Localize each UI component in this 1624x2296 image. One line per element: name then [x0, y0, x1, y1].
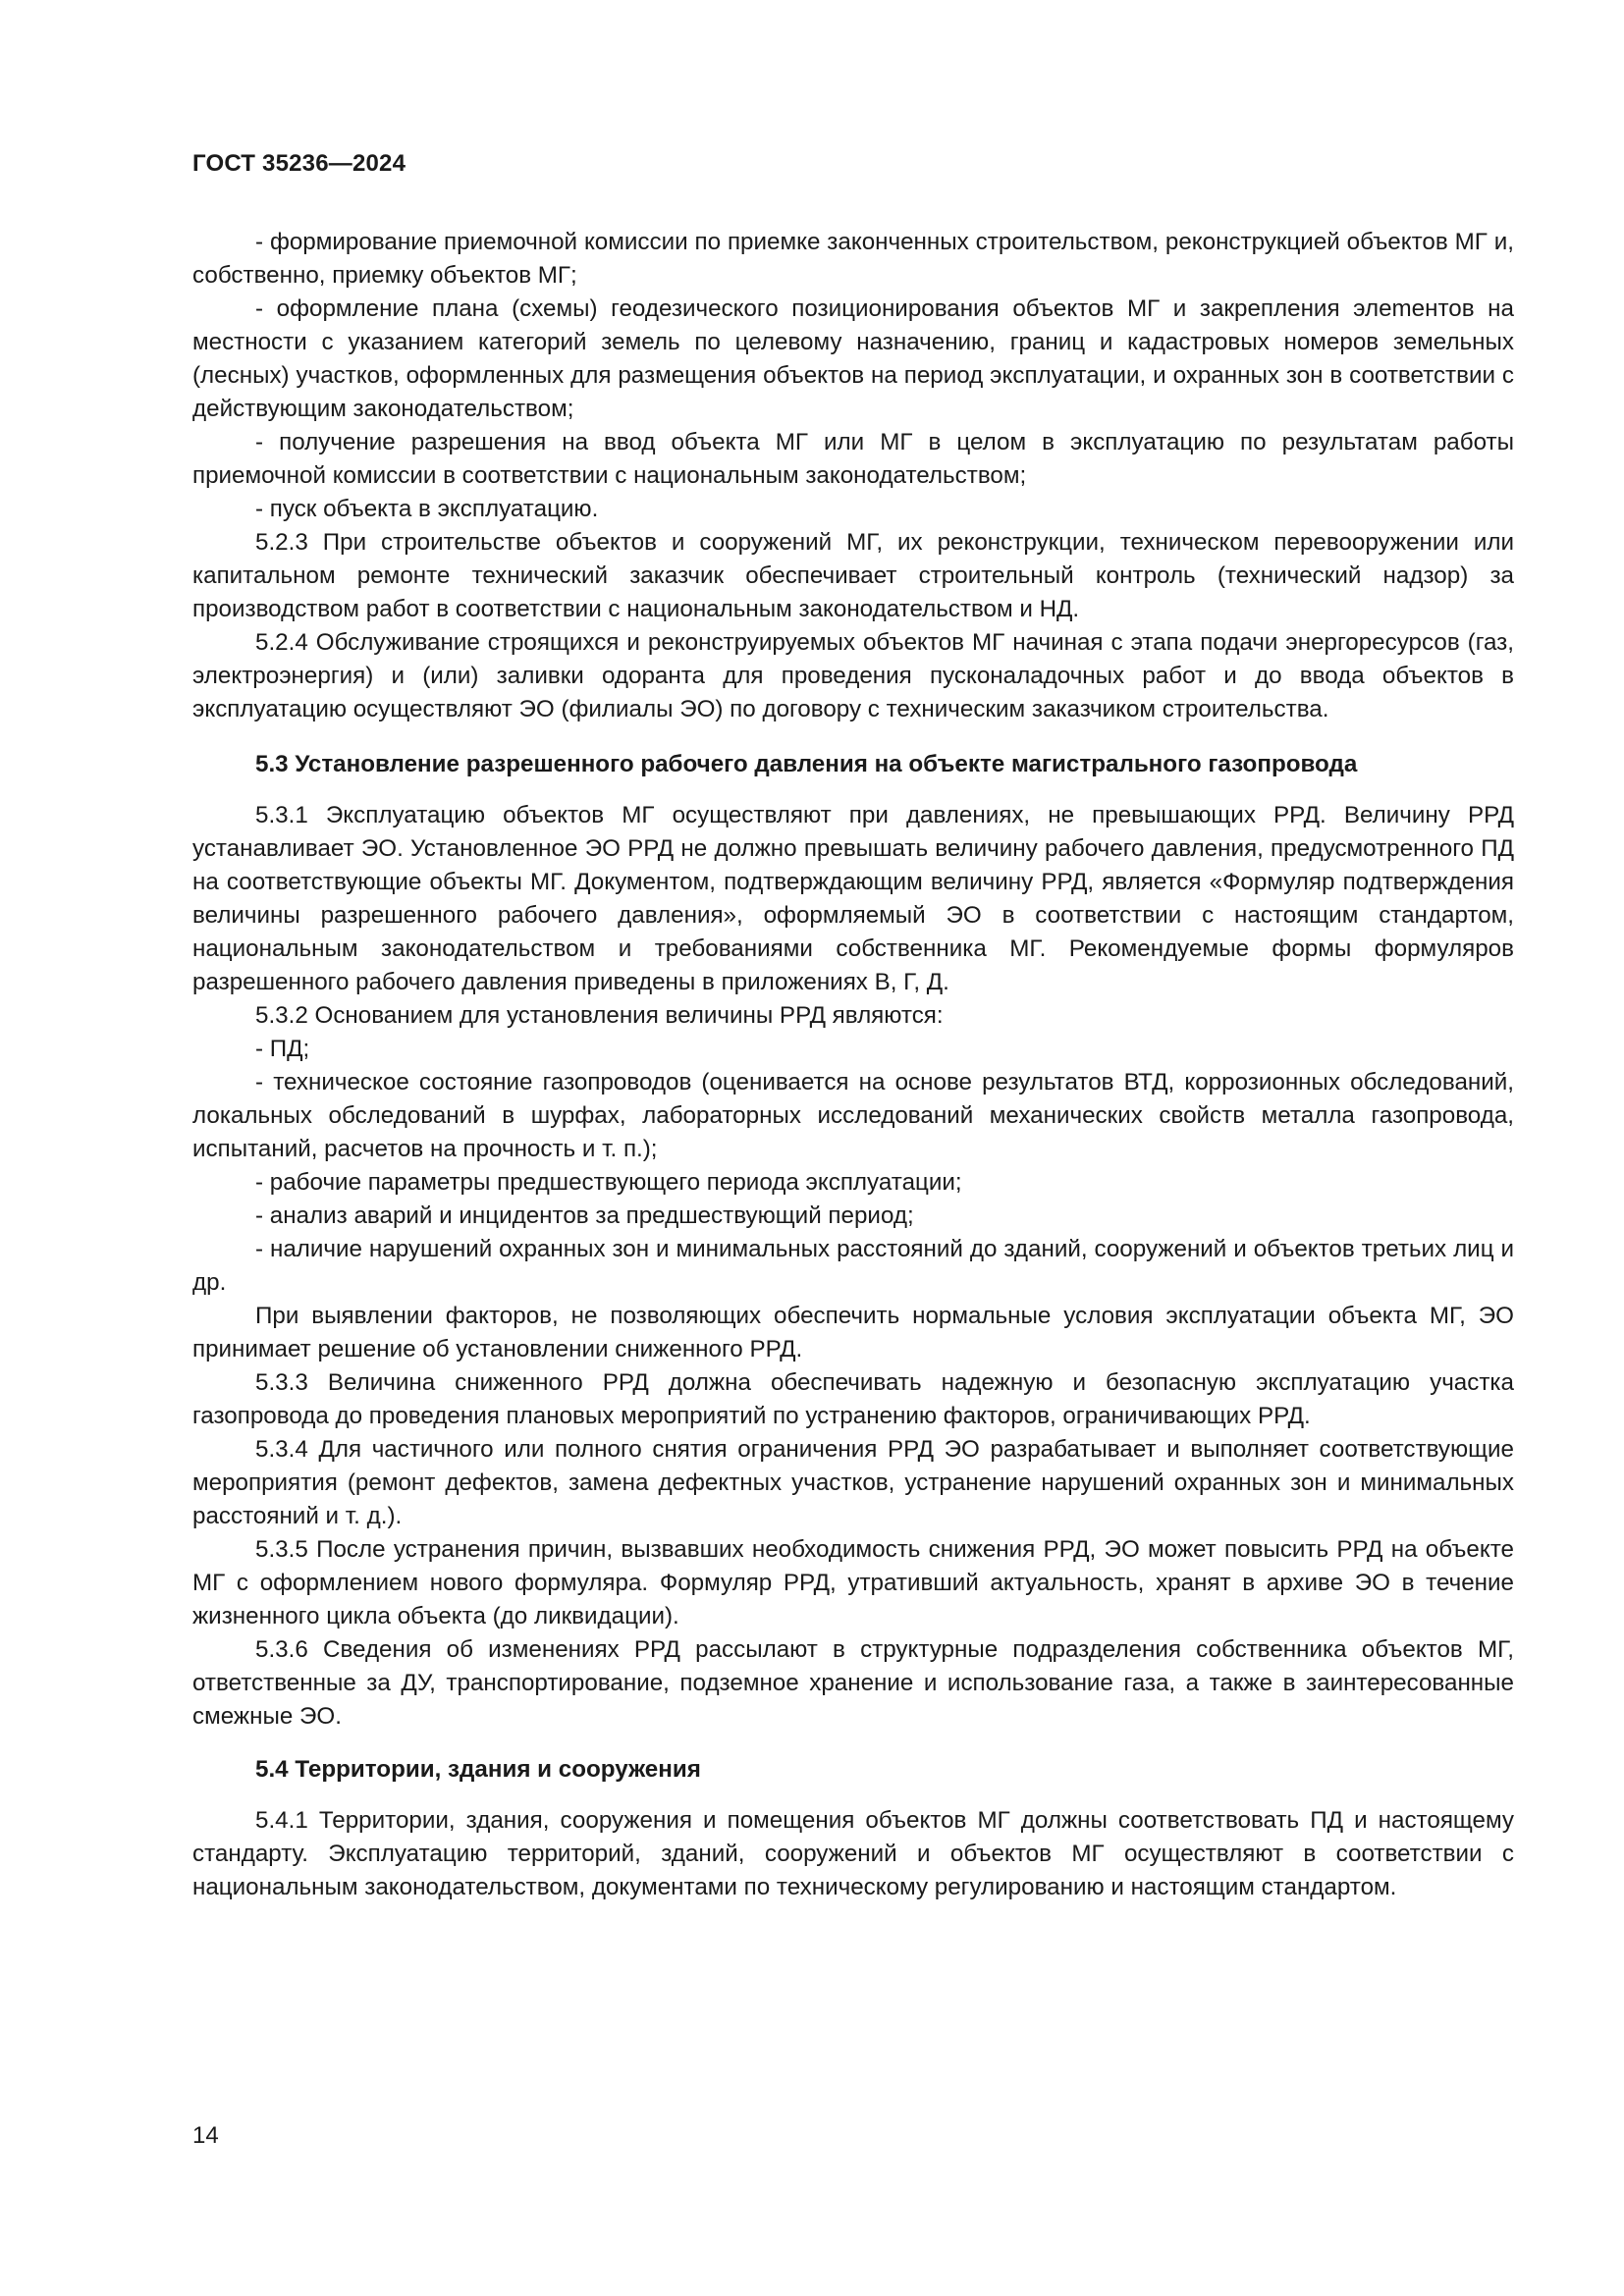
list-item: - рабочие параметры предшествующего периода эксплуатации;: [255, 1169, 962, 1196]
paragraph-5-2-3: 5.2.3 При строительстве объектов и сооружений МГ, их реконструкции, техническом перевооружении или капитальном ремонте технический заказчик обеспечивает строительный контроль (технический надзор) за производством работ в соответствии с национальным законодательством и НД.: [192, 529, 1514, 622]
list-item: - техническое состояние газопроводов (оценивается на основе результатов ВТД, коррозионных обследований, локальных обследований в шурфах, лабораторных исследований механических свойств металла газопровода, испытаний, расчетов на прочность и т. п.);: [192, 1069, 1514, 1162]
document-header: ГОСТ 35236—2024: [192, 150, 406, 177]
list-item: - анализ аварий и инцидентов за предшествующий период;: [255, 1202, 914, 1229]
list-item: - формирование приемочной комиссии по приемке законченных строительством, реконструкцией объектов МГ и, собственно, приемку объектов МГ;: [192, 229, 1514, 289]
paragraph-5-3-6: 5.3.6 Сведения об изменениях РРД рассылают в структурные подразделения собственника объектов МГ, ответственные за ДУ, транспортирование, подземное хранение и использование газа, а также в заинтересованные смежные ЭО.: [192, 1636, 1514, 1730]
paragraph-5-3-5: 5.3.5 После устранения причин, вызвавших необходимость снижения РРД, ЭО может повысить РРД на объекте МГ с оформлением нового формуляра. Формуляр РРД, утративший актуальность, хранят в архиве ЭО в течение жизненного цикла объекта (до ликвидации).: [192, 1536, 1514, 1629]
section-heading-5-4: 5.4 Территории, здания и сооружения: [255, 1756, 701, 1783]
paragraph-5-3-1: 5.3.1 Эксплуатацию объектов МГ осуществляют при давлениях, не превышающих РРД. Величину РРД устанавливает ЭО. Установленное ЭО РРД не должно превышать величину рабочего давления, предусмотренного ПД на соответствующие объекты МГ. Документом, подтверждающим величину РРД, является «Формуляр подтверждения величины разрешенного рабочего давления», оформляемый ЭО в соответствии с настоящим стандартом, национальным законодательством и требованиями собственника МГ. Рекомендуемые формы формуляров разрешенного рабочего давления приведены в приложениях В, Г, Д.: [192, 802, 1514, 995]
document-body: [192, 226, 1514, 1904]
page-number: 14: [192, 2122, 219, 2149]
list-item: - получение разрешения на ввод объекта МГ или МГ в целом в эксплуатацию по результатам работы приемочной комиссии в соответствии с национальным законодательством;: [192, 429, 1514, 489]
paragraph-5-3-3: 5.3.3 Величина сниженного РРД должна обеспечивать надежную и безопасную эксплуатацию участка газопровода до проведения плановых мероприятий по устранению факторов, ограничивающих РРД.: [192, 1369, 1514, 1429]
paragraph: При выявлении факторов, не позволяющих обеспечить нормальные условия эксплуатации объекта МГ, ЭО принимает решение об установлении сниженного РРД.: [192, 1303, 1514, 1362]
list-item: - оформление плана (схемы) геодезического позиционирования объектов МГ и закрепления элеmентов на местности с указанием категорий земель по целевому назначению, границ и кадастровых номеров земельных (лесных) участков, оформленных для размещения объектов на период эксплуатации, и охранных зон в соответствии с действующим законодательством;: [192, 295, 1514, 422]
paragraph-5-2-4: 5.2.4 Обслуживание строящихся и реконструируемых объектов МГ начиная с этапа подачи энергоресурсов (газ, электроэнергия) и (или) заливки одоранта для проведения пусконаладочных работ и до ввода объектов в эксплуатацию осуществляют ЭО (филиалы ЭО) по договору с техническим заказчиком строительства.: [192, 629, 1514, 722]
list-item: - наличие нарушений охранных зон и минимальных расстояний до зданий, сооружений и объектов третьих лиц и др.: [192, 1236, 1514, 1296]
list-item: - пуск объекта в эксплуатацию.: [255, 496, 599, 522]
paragraph-5-3-4: 5.3.4 Для частичного или полного снятия ограничения РРД ЭО разрабатывает и выполняет соответствующие мероприятия (ремонт дефектов, замена дефектных участков, устранение нарушений охранных зон и минимальных расстояний и т. д.).: [192, 1436, 1514, 1529]
list-item: - ПД;: [255, 1036, 310, 1062]
paragraph-5-4-1: 5.4.1 Территории, здания, сооружения и помещения объектов МГ должны соответствовать ПД и настоящему стандарту. Эксплуатацию территорий, зданий, сооружений и объектов МГ осуществляют в соответствии с национальным законодательством, документами по техническому регулированию и настоящим стандартом.: [192, 1807, 1514, 1900]
paragraph-5-3-2: 5.3.2 Основанием для установления величины РРД являются:: [255, 1002, 944, 1029]
section-heading-5-3: 5.3 Установление разрешенного рабочего давления на объекте магистрального газопровода: [255, 751, 1358, 777]
